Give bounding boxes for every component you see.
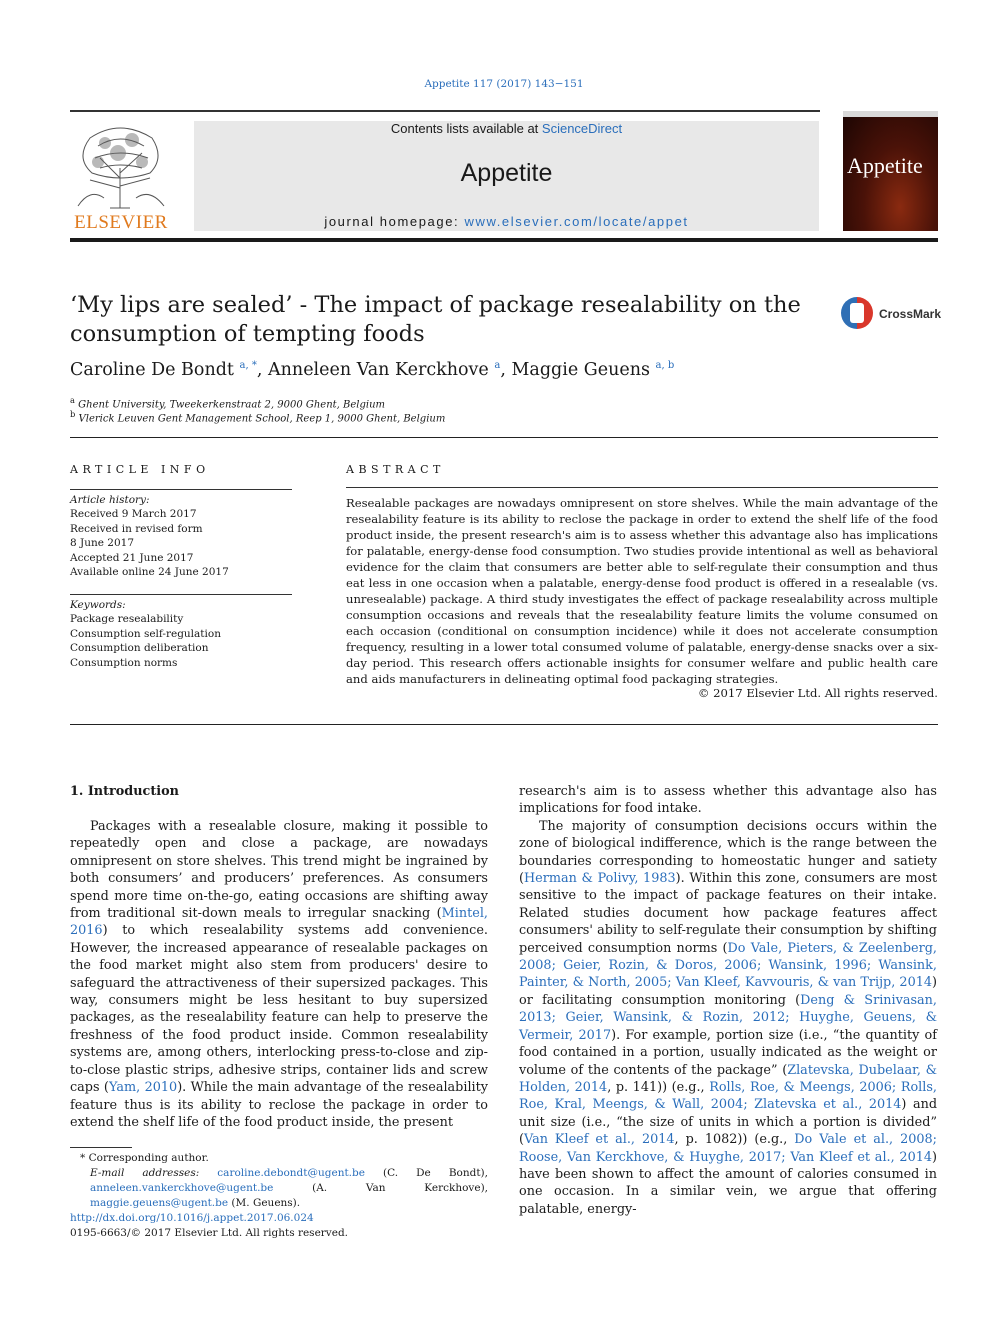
- keywords-label: Keywords:: [70, 599, 126, 611]
- journal-name: Appetite: [460, 159, 553, 187]
- doi-block: [70, 1211, 348, 1241]
- abstract-bottom-divider: [70, 724, 938, 725]
- citation-link[interactable]: Van Kleef et al., 2014: [524, 1132, 675, 1148]
- history-item: Accepted 21 June 2017: [70, 551, 194, 564]
- author-affil-mark[interactable]: a, *: [239, 360, 257, 372]
- contents-line: [194, 121, 819, 136]
- abstract-copyright: © 2017 Elsevier Ltd. All rights reserved.: [697, 686, 938, 700]
- affiliation-b: [70, 409, 445, 424]
- keywords-divider: [70, 594, 292, 595]
- journal-homepage-link[interactable]: www.elsevier.com/locate/appet: [464, 214, 689, 229]
- elsevier-logo[interactable]: [70, 118, 172, 234]
- history-label: Article history:: [70, 494, 150, 506]
- keyword: Consumption norms: [70, 656, 178, 669]
- affiliation-text: Ghent University, Tweekerkenstraat 2, 9000 Ghent, Belgium: [78, 399, 386, 411]
- history-item: Available online 24 June 2017: [70, 566, 229, 579]
- email-link[interactable]: caroline.debondt@ugent.be: [217, 1167, 365, 1179]
- author-affil-mark[interactable]: a, b: [655, 360, 675, 372]
- citation-link[interactable]: Mintel, 2016: [70, 906, 488, 939]
- history-item: Received 9 March 2017: [70, 508, 197, 521]
- citation-link[interactable]: Deng & Srinivasan, 2013; Geier, Wansink, & Rozin, 2012; Huyghe, Geuens, & Vermeir, 2017: [519, 992, 937, 1043]
- homepage-line: [194, 214, 819, 229]
- citation-link[interactable]: Do Vale et al., 2008; Roose, Van Kerckhove, & Huyghe, 2017; Van Kleef et al., 2014: [519, 1132, 937, 1165]
- abstract-text: Resealable packages are nowadays omnipresent on store shelves. While the main advantage of the resealability feature is its ability to reclose the package in order to extend the shelf life of the food product inside, the present research's aim is to assess whether this advantage also has implications for palatable, energy-dense food consumption. Two studies provide intentional as well as behavioral evidence for the claim that consumers are better able to self-regulate their consumption and thus eat less in one occasion when a palatable, energy-dense food product is offered in a resealable (vs. unresealable) package. A third study investigates the effect of package resealability across multiple consumption occasions and reveals that the resealability feature limits the volume consumed on each occasion (conditional on consumption incidence) while it does not accelerate consumption frequency, resulting in a lower total consumed volume of palatable, energy-dense snacks over a six-day period. This research offers actionable insights for consumer welfare and public health care and aids manufacturers in delineating optimal food packaging strategies.: [346, 496, 938, 686]
- email-link[interactable]: anneleen.vankerckhove@ugent.be: [90, 1182, 274, 1194]
- body-column-left: [70, 818, 488, 1131]
- citation-link[interactable]: Herman & Polivy, 1983: [524, 871, 676, 887]
- paragraph: The majority of consumption decisions occurs within the zone of biological indifference, which is the range between the boundaries corresponding to homeostatic hunger and satiety (Herman & Polivy, 1983). Within this zone, consumers are most sensitive to the impact of package features on their intake. Related studies document how package features affect consumers' ability to self-regulate their consumption by shifting perceived consumption norms (Do Vale, Pieters, & Zeelenberg, 2008; Geier, Rozin, & Doros, 2006; Wansink, 1996; Wansink, Painter, & North, 2005; Van Kleef, Kavvouris, & van Trijp, 2014) or facilitating consumption monitoring (Deng & Srinivasan, 2013; Geier, Wansink, & Rozin, 2012; Huyghe, Geuens, & Vermeir, 2017). For example, portion size (i.e., “the quantity of food contained in a portion, usually indicated as the weight or volume of the contents of the package” (Zlatevska, Dubelaar, & Holden, 2014, p. 141)) (e.g., Rolls, Roe, & Meengs, 2006; Rolls, Roe, Kral, Meengs, & Wall, 2004; Zlatevska et al., 2014) and unit size (i.e., “the size of units in which a portion is divided” (Van Kleef et al., 2014, p. 1082)) (e.g., Do Vale et al., 2008; Roose, Van Kerckhove, & Huyghe, 2017; Van Kleef et al., 2014) have been shown to affect the amount of calories consumed in one occasion. In a similar vein, we argue that offering palatable, energy-: [519, 818, 938, 1217]
- email-link[interactable]: maggie.geuens@ugent.be: [90, 1197, 229, 1209]
- article-title: [70, 291, 810, 349]
- author-name[interactable]: Anneleen Van Kerckhove: [268, 360, 489, 380]
- paragraph: Packages with a resealable closure, making it possible to repeatedly open and close a package, are nowadays omnipresent on store shelves. This trend might be ingrained by both consumers’ and producers’ preferences. As consumers spend more time on-the-go, eating occasions are shifting away from traditional sit-down meals to irregular snacking (Mintel, 2016) to which resealability systems add convenience. However, the increased appearance of resealable packages on the food market might also stem from producers' desire to safeguard the attractiveness of their supersized packages. This way, consumers might be less hesitant to buy supersized packages, as the resealability feature can help to preserve the freshness of the food product inside. Common resealability systems are, among others, interlocking press-to-close and zip-to-close plastic strips, adhesive strips, container lids and screw caps (Yam, 2010). While the main advantage of the resealability feature thus is its ability to reclose the package in order to extend the shelf life of the food product inside, the present: [70, 819, 489, 1130]
- keyword: Consumption deliberation: [70, 642, 209, 655]
- sciencedirect-link[interactable]: ScienceDirect: [541, 121, 623, 136]
- title-line-2: consumption of tempting foods: [70, 321, 425, 347]
- body-column-right: [519, 783, 937, 1218]
- email-addresses: E-mail addresses: caroline.debondt@ugent.be (C. De Bondt), anneleen.vankerckhove@ugent.be (A. Van Kerckhove), maggie.geuens@ugent.be (M. Geuens).: [90, 1167, 488, 1209]
- crossmark-badge[interactable]: [840, 297, 950, 337]
- affiliation-mark: a: [70, 395, 75, 405]
- title-line-1: ‘My lips are sealed’ - The impact of package resealability on the: [70, 292, 801, 318]
- footnote: [70, 1151, 488, 1211]
- author-affil-mark[interactable]: a: [494, 360, 501, 372]
- affiliation-mark: b: [70, 409, 76, 419]
- homepage-prefix: journal homepage:: [324, 214, 465, 229]
- journal-cover-image[interactable]: [843, 111, 938, 231]
- citation-link[interactable]: Do Vale, Pieters, & Zeelenberg, 2008; Geier, Rozin, & Doros, 2006; Wansink, 1996; Wansink, Painter, & North, 2005; Van Kleef, Kavvouris, & van Trijp, 2014: [519, 940, 937, 991]
- citation-link[interactable]: Zlatevska, Dubelaar, & Holden, 2014: [519, 1062, 937, 1095]
- citation-link[interactable]: Yam, 2010: [108, 1080, 178, 1096]
- title-divider: [70, 437, 938, 438]
- cover-title: Appetite: [847, 153, 923, 178]
- abstract-divider: [346, 487, 938, 488]
- journal-citation[interactable]: Appetite 117 (2017) 143−151: [424, 78, 584, 90]
- keyword: Package resealability: [70, 613, 184, 626]
- doi-link[interactable]: http://dx.doi.org/10.1016/j.appet.2017.06.024: [70, 1212, 314, 1224]
- header-divider: [70, 110, 820, 112]
- author-name[interactable]: Caroline De Bondt: [70, 360, 234, 380]
- contents-prefix: Contents lists available at: [390, 121, 542, 136]
- section-heading: 1. Introduction: [70, 784, 179, 799]
- paragraph: research's aim is to assess whether this advantage also has implications for food intake.: [519, 784, 937, 817]
- cover-strip: [843, 111, 938, 117]
- crossmark-label: CrossMark: [879, 307, 942, 321]
- footnote-divider: [70, 1147, 132, 1148]
- author-list: Caroline De Bondt $^{a, *}$, Anneleen Van Kerckhove $^a$, Maggie Geuens $^{a, b}$: [70, 360, 675, 380]
- article-history: [70, 493, 300, 579]
- header-thick-divider: [70, 238, 938, 242]
- corresponding-author-note: * Corresponding author.: [80, 1152, 209, 1164]
- citation-link[interactable]: Rolls, Roe, & Meengs, 2006; Rolls, Roe, Kral, Meengs, & Wall, 2004; Zlatevska et al., 2014: [519, 1079, 937, 1113]
- keyword: Consumption self-regulation: [70, 627, 221, 640]
- issn-copyright: 0195-6663/© 2017 Elsevier Ltd. All rights reserved.: [70, 1227, 349, 1239]
- affiliation-text: Vlerick Leuven Gent Management School, Reep 1, 9000 Ghent, Belgium: [78, 413, 446, 425]
- author-name[interactable]: Maggie Geuens: [511, 360, 650, 380]
- article-info-divider: [70, 489, 292, 490]
- history-item: 8 June 2017: [70, 537, 135, 550]
- publisher-logo-text: ELSEVIER: [74, 212, 168, 233]
- elsevier-tree-icon: [70, 118, 172, 210]
- keywords-block: [70, 598, 300, 670]
- journal-banner: [194, 121, 819, 231]
- crossmark-icon: [841, 297, 873, 329]
- article-info-heading: ARTICLE INFO: [70, 463, 210, 476]
- history-item: Received in revised form: [70, 522, 203, 535]
- abstract-heading: ABSTRACT: [346, 463, 445, 476]
